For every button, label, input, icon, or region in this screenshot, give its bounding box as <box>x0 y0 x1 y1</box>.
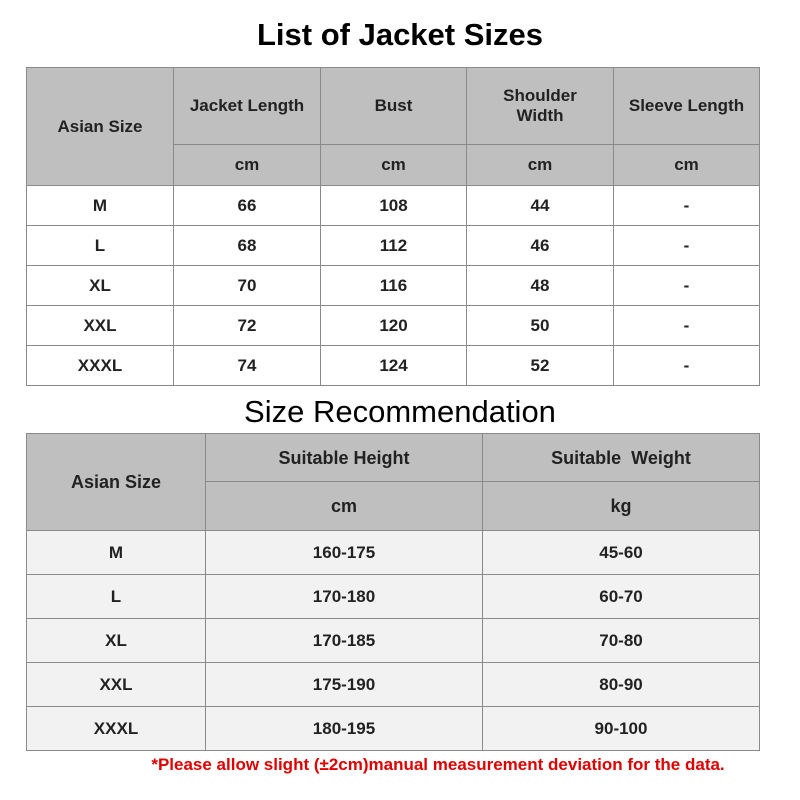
column-header-sleeve-length: Sleeve Length <box>614 68 760 145</box>
column-header-shoulder-width: Shoulder Width <box>467 68 614 145</box>
table-cell: 48 <box>467 266 614 306</box>
size-chart-header-row <box>27 68 760 145</box>
table-cell: 160-175 <box>206 531 483 575</box>
table-cell: 90-100 <box>483 707 760 751</box>
table-cell: 66 <box>174 186 321 226</box>
row-size-label: XL <box>27 619 206 663</box>
row-size-label: XL <box>27 266 174 306</box>
table-cell: 72 <box>174 306 321 346</box>
unit-jacket-length: cm <box>174 145 321 186</box>
recommendation-title: Size Recommendation <box>244 394 556 429</box>
table-cell: - <box>614 306 760 346</box>
table-row <box>27 619 760 663</box>
table-cell: 180-195 <box>206 707 483 751</box>
table-row <box>27 707 760 751</box>
table-cell: 175-190 <box>206 663 483 707</box>
table-cell: 45-60 <box>483 531 760 575</box>
table-cell: 50 <box>467 306 614 346</box>
table-cell: 46 <box>467 226 614 266</box>
note-text: *Please allow slight (±2cm)manual measurement deviation for the data. <box>151 755 725 774</box>
size-chart-table <box>26 67 760 386</box>
row-size-label: XXXL <box>27 707 206 751</box>
column-header-bust: Bust <box>321 68 467 145</box>
unit-sleeve-length: cm <box>614 145 760 186</box>
row-size-label: M <box>27 186 174 226</box>
row-size-label: XXXL <box>27 346 174 386</box>
row-size-label: L <box>27 226 174 266</box>
table-row <box>27 575 760 619</box>
table-row <box>27 186 760 226</box>
table-row <box>27 531 760 575</box>
size-chart-size-header: Asian Size <box>27 68 174 186</box>
table-cell: - <box>614 186 760 226</box>
recommendation-header-row <box>27 434 760 482</box>
unit-shoulder-width: cm <box>467 145 614 186</box>
recommendation-table <box>26 433 760 751</box>
table-cell: 44 <box>467 186 614 226</box>
unit-bust: cm <box>321 145 467 186</box>
measurement-deviation-note <box>0 753 800 777</box>
column-header-jacket-length: Jacket Length <box>174 68 321 145</box>
table-cell: 60-70 <box>483 575 760 619</box>
table-cell: 74 <box>174 346 321 386</box>
table-cell: 70-80 <box>483 619 760 663</box>
table-cell: 120 <box>321 306 467 346</box>
size-chart-title: List of Jacket Sizes <box>256 17 543 52</box>
table-cell: 112 <box>321 226 467 266</box>
row-size-label: M <box>27 531 206 575</box>
row-size-label: L <box>27 575 206 619</box>
table-row <box>27 226 760 266</box>
table-cell: - <box>614 346 760 386</box>
column-header-suitable-height: Suitable Height <box>206 434 483 482</box>
table-cell: 170-185 <box>206 619 483 663</box>
table-cell: - <box>614 226 760 266</box>
table-row <box>27 663 760 707</box>
row-size-label: XXL <box>27 663 206 707</box>
unit-weight: kg <box>483 482 760 531</box>
table-cell: 68 <box>174 226 321 266</box>
recommendation-size-header: Asian Size <box>27 434 206 531</box>
table-cell: - <box>614 266 760 306</box>
table-cell: 108 <box>321 186 467 226</box>
table-row <box>27 306 760 346</box>
table-cell: 70 <box>174 266 321 306</box>
unit-height: cm <box>206 482 483 531</box>
table-cell: 170-180 <box>206 575 483 619</box>
column-header-suitable-weight: Suitable Weight <box>483 434 760 482</box>
table-row <box>27 266 760 306</box>
table-cell: 116 <box>321 266 467 306</box>
table-cell: 52 <box>467 346 614 386</box>
table-cell: 124 <box>321 346 467 386</box>
table-row <box>27 346 760 386</box>
table-cell: 80-90 <box>483 663 760 707</box>
row-size-label: XXL <box>27 306 174 346</box>
